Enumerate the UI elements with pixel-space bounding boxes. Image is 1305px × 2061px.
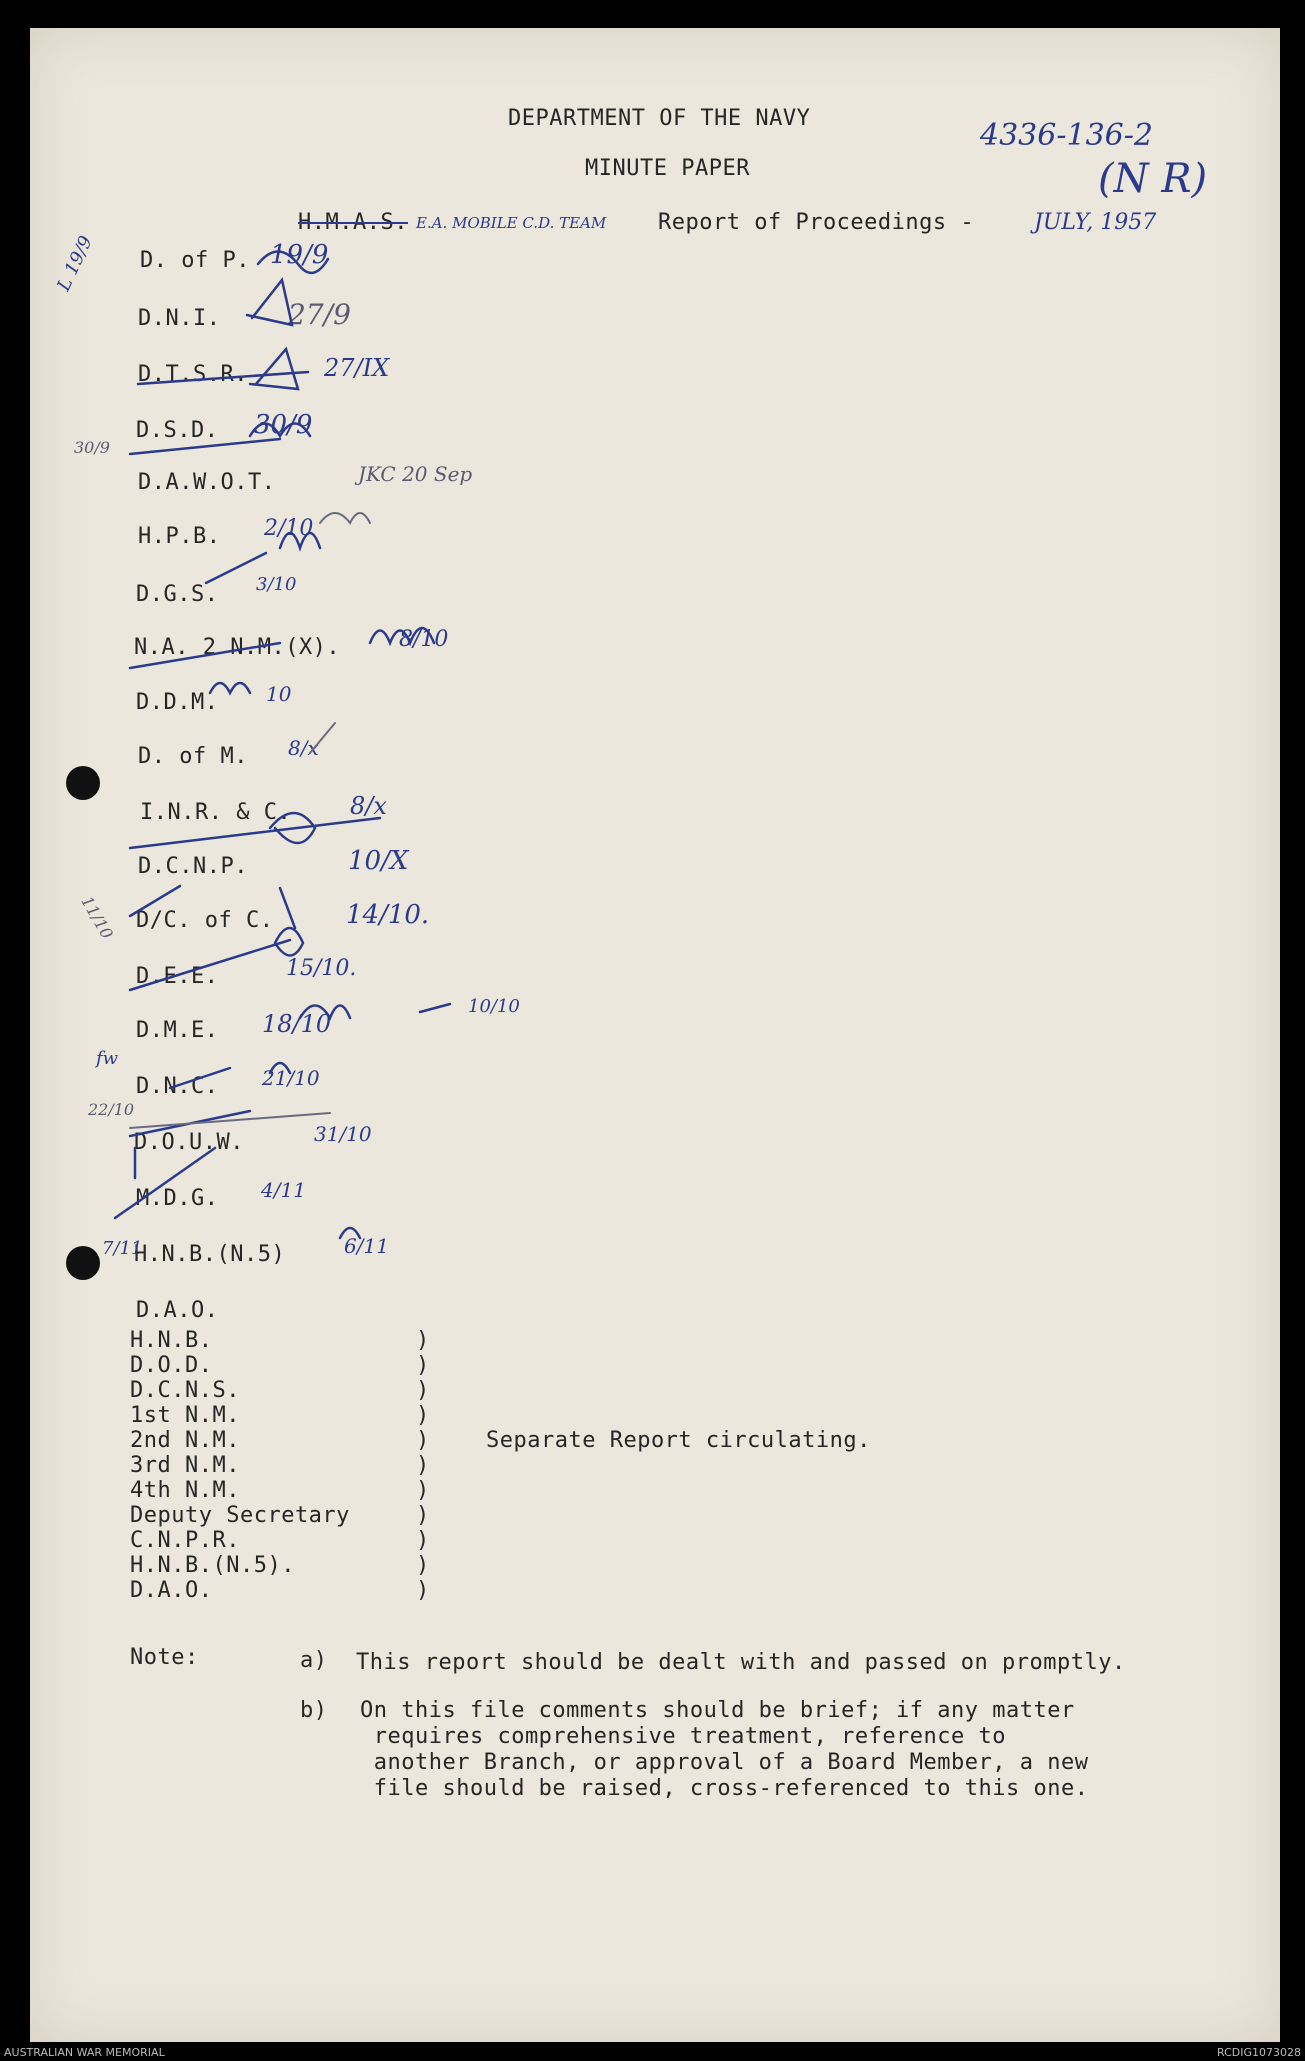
- routing-code: D.N.C.: [136, 1074, 219, 1099]
- routing-code: D.O.U.W.: [134, 1130, 244, 1155]
- routing-handwritten-initial: 27/9: [288, 298, 351, 331]
- footer-id: RCDIG1073028: [1216, 2046, 1301, 2059]
- routing-code: H.N.B.(N.5): [134, 1242, 286, 1267]
- routing-handwritten-initial: 3/10: [256, 574, 297, 595]
- routing-code: D.D.M.: [136, 690, 219, 715]
- routing-code: D/C. of C.: [136, 908, 274, 933]
- bracket: ): [416, 1428, 430, 1453]
- routing-code: D. of P.: [140, 248, 250, 273]
- handwritten-side-dao: 7/11: [102, 1238, 143, 1259]
- routing-handwritten-initial: 8/x: [288, 736, 319, 760]
- separate-report-note: Separate Report circulating.: [486, 1428, 871, 1453]
- routing-code: D.G.S.: [136, 582, 219, 607]
- handwritten-side-dnc: fw: [96, 1048, 119, 1069]
- note-b-line: requires comprehensive treatment, reference to: [360, 1724, 1007, 1749]
- routing-code: D.E.E.: [136, 964, 219, 989]
- note-a-label: a): [300, 1648, 328, 1673]
- routing-code: M.D.G.: [136, 1186, 219, 1211]
- struck-hmas: H.M.A.S.: [298, 210, 408, 235]
- handwritten-margin-note: L 19/9: [53, 232, 97, 295]
- document-page: [30, 28, 1280, 2042]
- routing-code: D.A.W.O.T.: [138, 470, 276, 495]
- routing-handwritten-initial: 8/10: [399, 627, 449, 652]
- routing-code: D. of M.: [138, 744, 248, 769]
- routing-handwritten-initial: 18/10: [262, 1010, 332, 1038]
- note-b-line: another Branch, or approval of a Board Member, a new: [360, 1750, 1089, 1775]
- handwritten-nr: (N R): [1098, 156, 1208, 202]
- routing-handwritten-initial: 10/X: [348, 846, 409, 876]
- handwritten-report-date: JULY, 1957: [1034, 210, 1157, 235]
- handwritten-side-dme: 10/10: [468, 996, 520, 1017]
- circulation-item: C.N.P.R.: [130, 1528, 240, 1553]
- routing-code: N.A. 2 N.M.(X).: [134, 635, 341, 660]
- routing-handwritten-initial: JKC 20 Sep: [358, 462, 473, 486]
- circulation-item: 2nd N.M.: [130, 1428, 240, 1453]
- bracket: ): [416, 1328, 430, 1353]
- bracket: ): [416, 1478, 430, 1503]
- routing-handwritten-initial: 6/11: [344, 1234, 389, 1258]
- circulation-item: H.N.B.(N.5).: [130, 1553, 295, 1578]
- handwritten-side-dsd: 30/9: [74, 438, 110, 457]
- bracket: ): [416, 1528, 430, 1553]
- circulation-item: D.A.O.: [130, 1578, 213, 1603]
- routing-handwritten-initial: 30/9: [254, 410, 313, 440]
- routing-code: D.M.E.: [136, 1018, 219, 1043]
- routing-handwritten-initial: 2/10: [264, 516, 314, 541]
- note-b-label: b): [300, 1698, 328, 1723]
- note-b-line: file should be raised, cross-referenced to this one.: [360, 1776, 1089, 1801]
- note-label: Note:: [130, 1645, 199, 1670]
- note-a-text: This report should be dealt with and passed on promptly.: [356, 1650, 1126, 1675]
- bracket: ): [416, 1553, 430, 1578]
- routing-handwritten-initial: 27/IX: [324, 354, 390, 382]
- bracket: ): [416, 1453, 430, 1478]
- department-heading: DEPARTMENT OF THE NAVY: [508, 106, 811, 131]
- routing-handwritten-initial: 15/10.: [286, 956, 357, 981]
- circulation-item: 1st N.M.: [130, 1403, 240, 1428]
- handwritten-file-number: 4336-136-2: [980, 118, 1153, 153]
- routing-handwritten-initial: 31/10: [314, 1122, 372, 1146]
- handwritten-unit: E.A. MOBILE C.D. TEAM: [416, 214, 607, 232]
- circulation-item: 4th N.M.: [130, 1478, 240, 1503]
- circulation-item: D.C.N.S.: [130, 1378, 240, 1403]
- routing-handwritten-initial: 19/9: [270, 240, 329, 270]
- report-of-proceedings: Report of Proceedings -: [658, 210, 975, 235]
- note-b-line: On this file comments should be brief; if any matter: [360, 1698, 1075, 1723]
- routing-code: D.T.S.R.: [138, 362, 248, 387]
- handwritten-side-douw: 22/10: [88, 1100, 135, 1119]
- routing-handwritten-initial: 21/10: [262, 1066, 320, 1090]
- circulation-item: H.N.B.: [130, 1328, 213, 1353]
- punch-hole-lower: [66, 1246, 100, 1280]
- routing-code: I.N.R. & C.: [140, 800, 292, 825]
- circulation-item: D.O.D.: [130, 1353, 213, 1378]
- bracket: ): [416, 1353, 430, 1378]
- routing-handwritten-initial: 10: [266, 682, 292, 706]
- minute-paper-title: MINUTE PAPER: [585, 156, 750, 181]
- punch-hole-upper: [66, 766, 100, 800]
- circulation-item: 3rd N.M.: [130, 1453, 240, 1478]
- routing-code: D.S.D.: [136, 418, 219, 443]
- handwritten-side-dcofc: 11/10: [77, 892, 117, 943]
- routing-handwritten-initial: 14/10.: [346, 900, 430, 930]
- bracket: ): [416, 1403, 430, 1428]
- routing-code: D.N.I.: [138, 306, 221, 331]
- bracket: ): [416, 1378, 430, 1403]
- routing-code: H.P.B.: [138, 524, 221, 549]
- bracket: ): [416, 1503, 430, 1528]
- routing-handwritten-initial: 8/x: [350, 792, 387, 820]
- routing-handwritten-initial: 4/11: [261, 1178, 306, 1202]
- footer-source: AUSTRALIAN WAR MEMORIAL: [4, 2046, 165, 2059]
- circulation-item: Deputy Secretary: [130, 1503, 350, 1528]
- routing-code: D.C.N.P.: [138, 854, 248, 879]
- routing-code: D.A.O.: [136, 1298, 219, 1323]
- bracket: ): [416, 1578, 430, 1603]
